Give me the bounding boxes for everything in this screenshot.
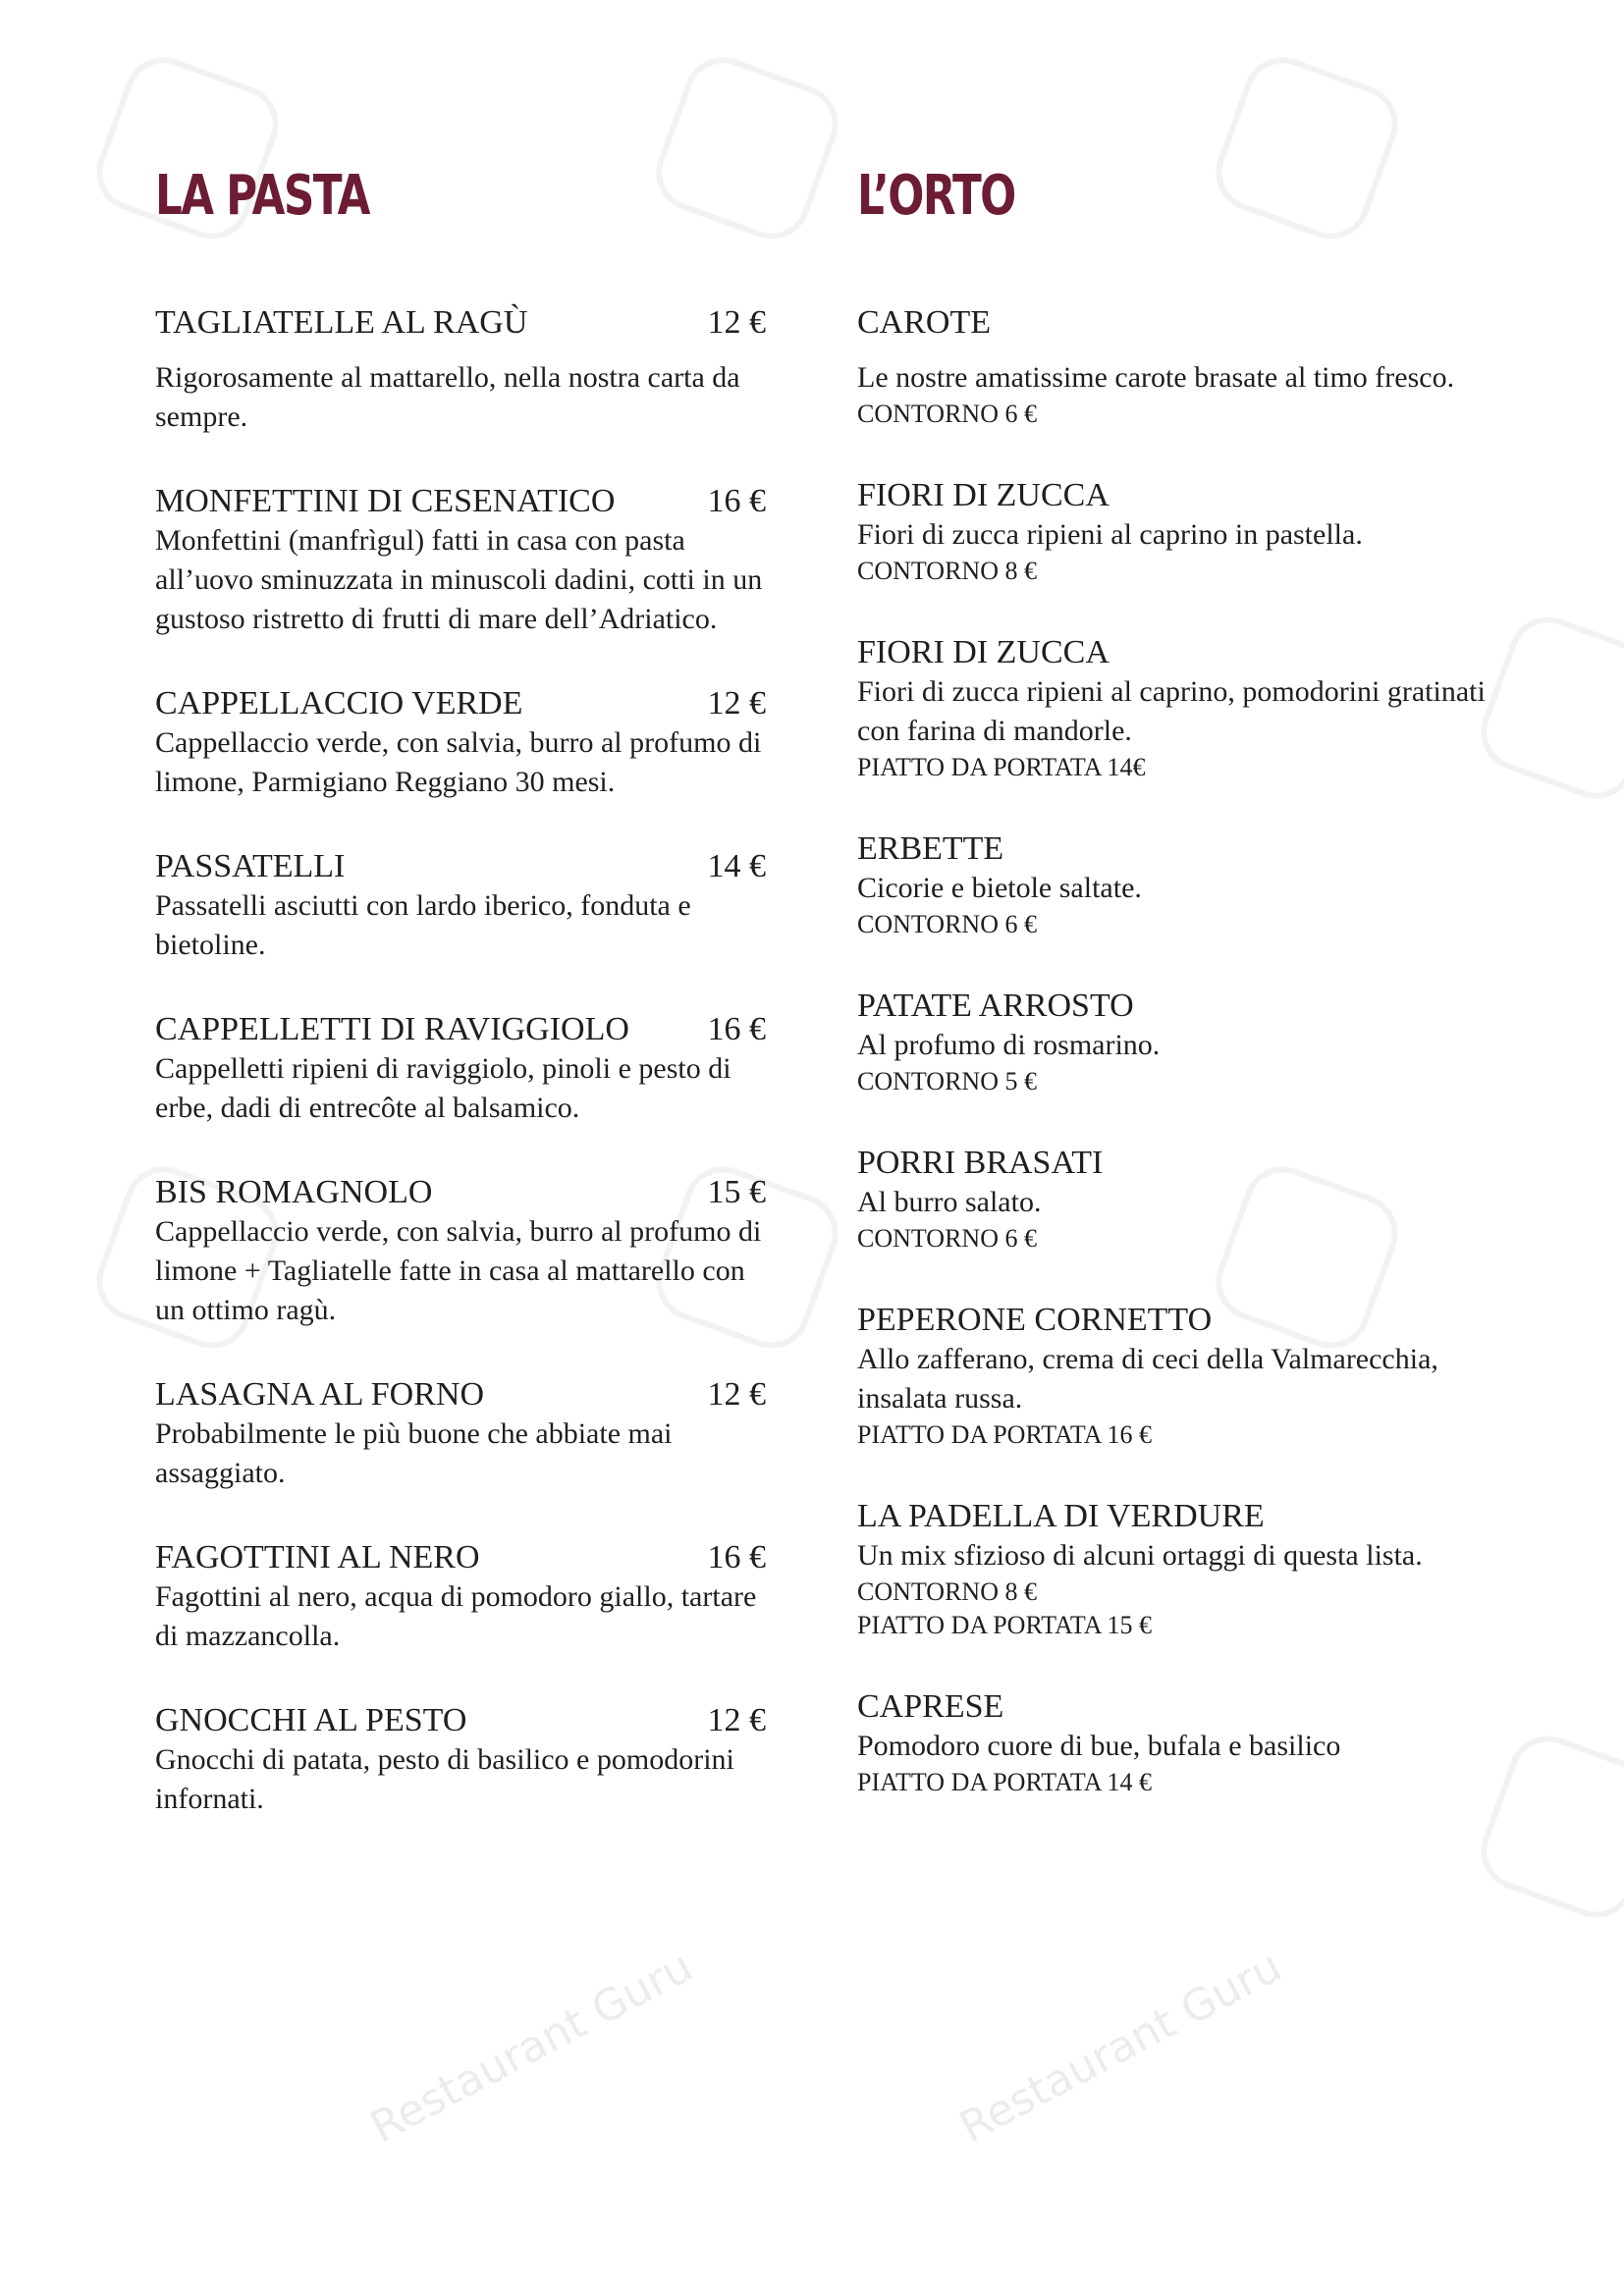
pasta-menu-list bbox=[155, 303, 766, 1864]
item-description: Gnocchi di patata, pesto di basilico e pomodorini infornati. bbox=[155, 1743, 734, 1815]
menu-item bbox=[857, 829, 1495, 941]
menu-item bbox=[857, 1144, 1495, 1255]
fork-star-logo-icon bbox=[1205, 46, 1409, 250]
item-serving-price: PIATTO DA PORTATA 15 € bbox=[857, 1611, 1153, 1639]
item-price: 16 € bbox=[707, 1539, 766, 1575]
menu-item bbox=[857, 633, 1495, 784]
menu-item bbox=[155, 1375, 766, 1493]
item-description: Fiori di zucca ripieni al caprino in pastella. bbox=[857, 518, 1363, 551]
menu-item bbox=[155, 482, 766, 639]
menu-item bbox=[857, 1497, 1495, 1642]
menu-item bbox=[155, 1173, 766, 1330]
item-serving-price: PIATTO DA PORTATA 16 € bbox=[857, 1420, 1153, 1449]
item-name: PATATE ARROSTO bbox=[857, 988, 1134, 1024]
item-serving-price: CONTORNO 8 € bbox=[857, 1577, 1037, 1606]
item-name: GNOCCHI AL PESTO bbox=[155, 1702, 467, 1738]
menu-item bbox=[857, 987, 1495, 1098]
item-name: CAPRESE bbox=[857, 1688, 1004, 1725]
item-name: CAPPELLETTI DI RAVIGGIOLO bbox=[155, 1011, 629, 1047]
item-price: 12 € bbox=[707, 685, 766, 721]
item-description: Allo zafferano, crema di ceci della Valmarecchia, insalata russa. bbox=[857, 1343, 1438, 1415]
item-description: Le nostre amatissime carote brasate al timo fresco. bbox=[857, 361, 1455, 394]
item-description: Cappelletti ripieni di raviggiolo, pinoli e pesto di erbe, dadi di entrecôte al balsamico. bbox=[155, 1052, 731, 1124]
item-description: Cicorie e bietole saltate. bbox=[857, 872, 1142, 904]
item-serving-price: CONTORNO 8 € bbox=[857, 557, 1037, 585]
fork-star-logo-icon bbox=[645, 46, 849, 250]
item-description: Al profumo di rosmarino. bbox=[857, 1029, 1161, 1061]
item-serving-price: CONTORNO 6 € bbox=[857, 1224, 1037, 1253]
item-description: Passatelli asciutti con lardo iberico, fonduta e bietoline. bbox=[155, 889, 691, 961]
item-name: LA PADELLA DI VERDURE bbox=[857, 1498, 1265, 1534]
item-name: MONFETTINI DI CESENATICO bbox=[155, 483, 616, 519]
item-name: CAPPELLACCIO VERDE bbox=[155, 685, 523, 721]
item-description: Monfettini (manfrìgul) fatti in casa con pasta all’uovo sminuzzata in minuscoli dadini, cotti in un gustoso ristretto di frutti di mare dell’Adriatico. bbox=[155, 524, 763, 635]
menu-item bbox=[857, 1687, 1495, 1799]
item-name: FIORI DI ZUCCA bbox=[857, 477, 1110, 513]
section-title-pasta: LA PASTA bbox=[155, 164, 369, 228]
item-name: ERBETTE bbox=[857, 830, 1004, 867]
item-price: 16 € bbox=[707, 1011, 766, 1047]
watermark-text: Restaurant Guru bbox=[362, 1941, 701, 2154]
item-description: Un mix sfizioso di alcuni ortaggi di questa lista. bbox=[857, 1539, 1423, 1572]
item-name: PEPERONE CORNETTO bbox=[857, 1302, 1213, 1338]
item-name: FIORI DI ZUCCA bbox=[857, 634, 1110, 670]
menu-item bbox=[857, 1301, 1495, 1452]
item-name: CAROTE bbox=[857, 304, 991, 341]
menu-item bbox=[155, 1010, 766, 1128]
item-price: 12 € bbox=[707, 304, 766, 341]
item-price: 15 € bbox=[707, 1174, 766, 1210]
orto-menu-list bbox=[857, 303, 1495, 1844]
item-serving-price: PIATTO DA PORTATA 14 € bbox=[857, 1768, 1153, 1796]
item-description: Fiori di zucca ripieni al caprino, pomodorini gratinati con farina di mandorle. bbox=[857, 675, 1486, 747]
item-description: Cappellaccio verde, con salvia, burro al profumo di limone, Parmigiano Reggiano 30 mesi. bbox=[155, 726, 762, 798]
item-price: 14 € bbox=[707, 848, 766, 884]
item-description: Al burro salato. bbox=[857, 1186, 1042, 1218]
section-title-orto: L’ORTO bbox=[857, 164, 1015, 228]
item-name: PORRI BRASATI bbox=[857, 1145, 1104, 1181]
menu-item bbox=[155, 303, 766, 437]
item-description: Probabilmente le più buone che abbiate mai assaggiato. bbox=[155, 1417, 673, 1489]
watermark-text: Restaurant Guru bbox=[951, 1941, 1290, 2154]
item-price: 12 € bbox=[707, 1376, 766, 1413]
item-serving-price: CONTORNO 5 € bbox=[857, 1067, 1037, 1095]
item-name: LASAGNA AL FORNO bbox=[155, 1376, 485, 1413]
item-name: FAGOTTINI AL NERO bbox=[155, 1539, 480, 1575]
item-serving-price: CONTORNO 6 € bbox=[857, 400, 1037, 428]
menu-item bbox=[155, 684, 766, 802]
menu-item bbox=[857, 303, 1495, 431]
item-name: TAGLIATELLE AL RAGÙ bbox=[155, 304, 528, 341]
item-description: Pomodoro cuore di bue, bufala e basilico bbox=[857, 1730, 1341, 1762]
menu-item bbox=[857, 476, 1495, 588]
item-name: BIS ROMAGNOLO bbox=[155, 1174, 433, 1210]
item-price: 16 € bbox=[707, 483, 766, 519]
item-description: Cappellaccio verde, con salvia, burro al profumo di limone + Tagliatelle fatte in casa al mattarello con un ottimo ragù. bbox=[155, 1215, 762, 1326]
item-serving-price: CONTORNO 6 € bbox=[857, 910, 1037, 938]
menu-item bbox=[155, 847, 766, 965]
item-description: Rigorosamente al mattarello, nella nostra carta da sempre. bbox=[155, 361, 740, 433]
item-serving-price: PIATTO DA PORTATA 14€ bbox=[857, 753, 1146, 781]
menu-item bbox=[155, 1701, 766, 1819]
item-description: Fagottini al nero, acqua di pomodoro giallo, tartare di mazzancolla. bbox=[155, 1580, 757, 1652]
menu-item bbox=[155, 1538, 766, 1656]
item-price: 12 € bbox=[707, 1702, 766, 1738]
item-name: PASSATELLI bbox=[155, 848, 346, 884]
